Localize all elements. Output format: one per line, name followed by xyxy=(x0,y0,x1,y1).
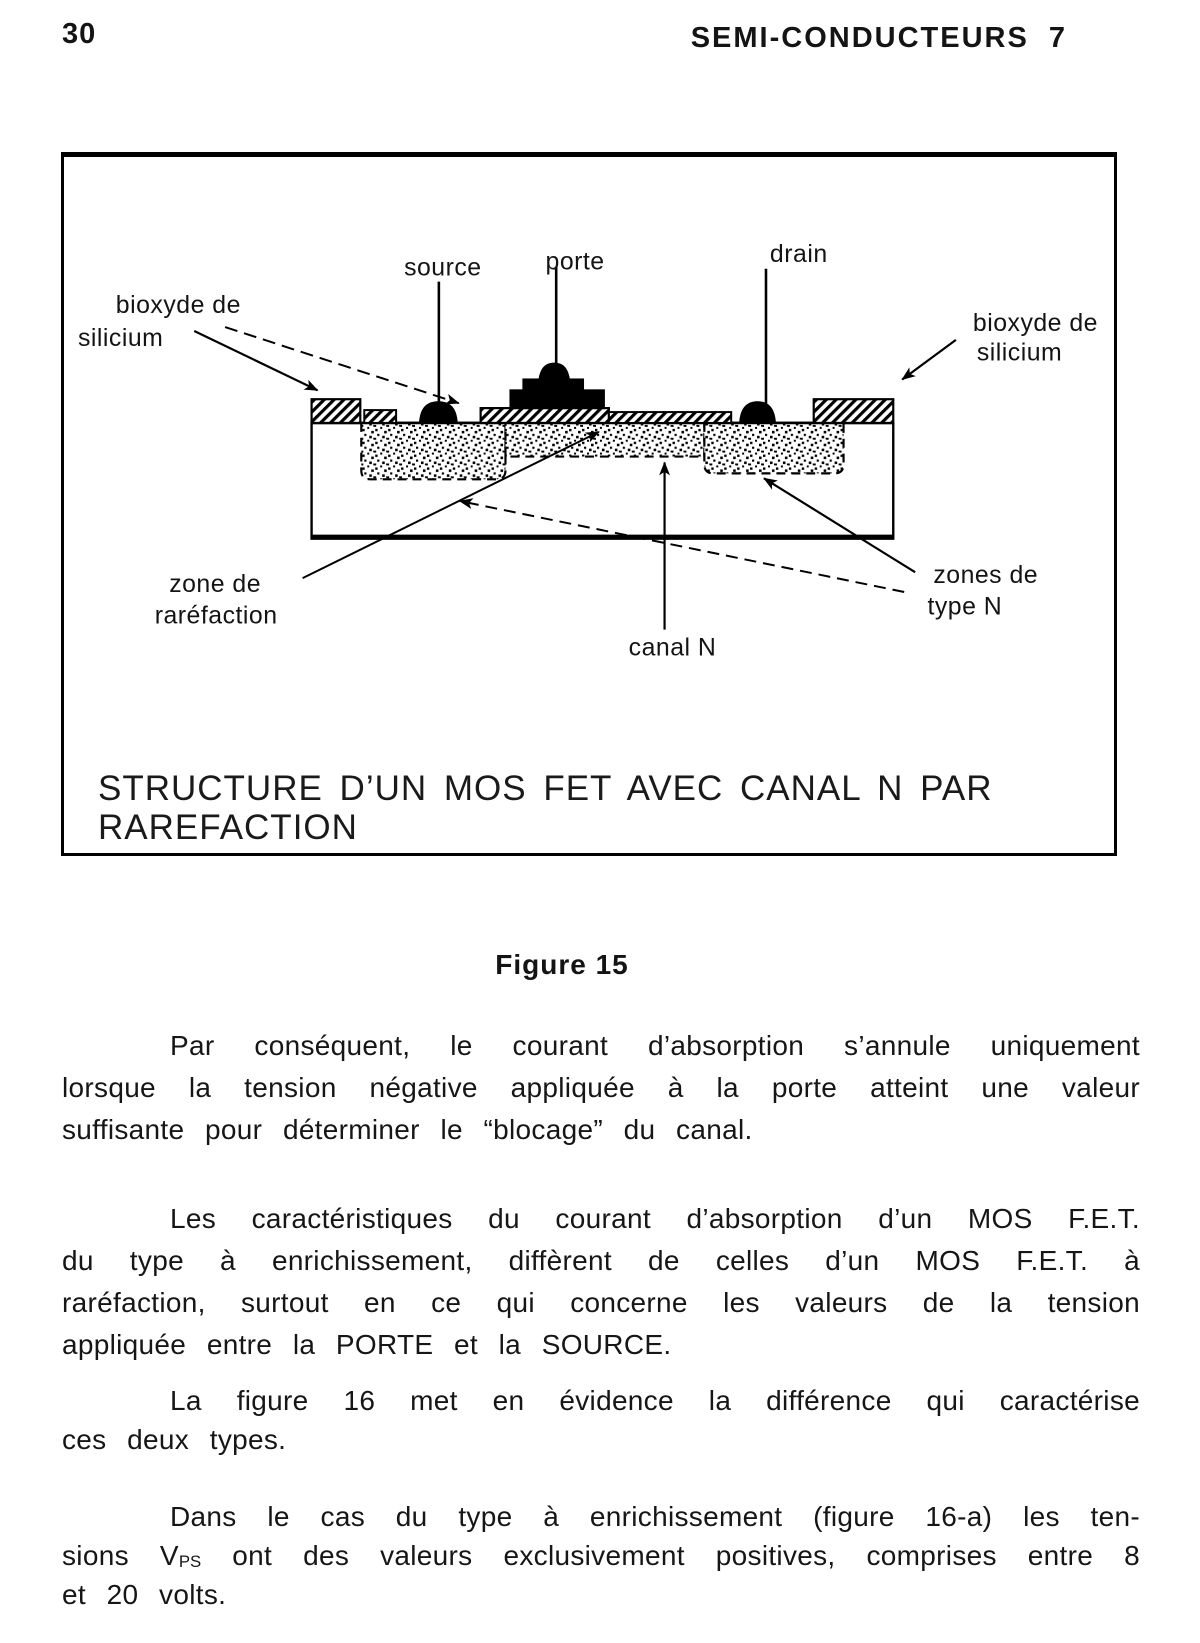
paragraph-3 xyxy=(62,1381,1140,1459)
oxide-block-left xyxy=(312,399,361,423)
channel-region xyxy=(505,423,704,457)
oxide-left-label-line1: bioxyde de xyxy=(115,292,241,320)
text-line: La figure 16 met en évidence la différence qui caractérise xyxy=(170,1385,1140,1416)
text-line: du type à enrichissement, diffèrent de celles d’un MOS F.E.T. à xyxy=(62,1245,1140,1276)
text-line: appliquée entre la PORTE et la SOURCE. xyxy=(62,1329,672,1360)
text-line-with-subscript xyxy=(62,1536,1140,1575)
paragraph-2 xyxy=(62,1198,1140,1366)
text-line: raréfaction, surtout en ce qui concerne les valeurs de la tension xyxy=(62,1287,1140,1318)
drain-contact xyxy=(739,401,776,423)
page-number: 30 xyxy=(62,18,97,50)
drain-label: drain xyxy=(769,240,828,268)
gate-oxide xyxy=(481,408,609,423)
oxide-right-label-line1: bioxyde de xyxy=(972,310,1099,337)
source-label: source xyxy=(404,254,482,282)
oxide-right-label-line2: silicium xyxy=(976,339,1063,367)
n-zone-right xyxy=(704,423,843,473)
gate-electrode xyxy=(509,363,604,409)
text-line: ces deux types. xyxy=(62,1424,287,1455)
oxide-strip-left xyxy=(364,410,396,423)
oxide-left-pointer-2 xyxy=(225,327,459,403)
oxide-right-pointer xyxy=(902,340,956,380)
paragraph-4 xyxy=(62,1497,1140,1614)
text-line: et 20 volts. xyxy=(62,1579,227,1610)
text-line: suffisante pour déterminer le “blocage” du canal. xyxy=(62,1114,753,1145)
figure-title: Figure 15 xyxy=(495,949,629,980)
depletion-label-line1: zone de xyxy=(169,571,262,598)
mosfet-diagram xyxy=(64,157,1114,853)
oxide-left-label-line2: silicium xyxy=(77,324,164,352)
text-segment: ont des valeurs exclusivement positives, comprises entre 8 xyxy=(232,1540,1140,1571)
gate-label: porte xyxy=(545,248,605,276)
channel-label: canal N xyxy=(628,634,717,662)
text-line: lorsque la tension négative appliquée à la porte atteint une valeur xyxy=(62,1072,1140,1103)
figure-frame xyxy=(61,152,1117,856)
n-zones-label-line1: zones de xyxy=(933,562,1039,590)
oxide-left-pointer-1 xyxy=(194,331,317,390)
figure-caption-line2: RAREFACTION xyxy=(98,808,358,847)
n-zone-left xyxy=(361,423,505,479)
depletion-label-line2: raréfaction xyxy=(154,602,278,630)
text-segment: sions V xyxy=(62,1540,179,1571)
text-line: Dans le cas du type à enrichissement (figure 16-a) les ten- xyxy=(170,1501,1140,1532)
vps-subscript: PS xyxy=(178,1552,202,1572)
text-line: Par conséquent, le courant d’absorption s’annule uniquement xyxy=(170,1030,1140,1061)
n-zones-label-line2: type N xyxy=(927,593,1003,621)
text-line: Les caractéristiques du courant d’absorption d’un MOS F.E.T. xyxy=(170,1203,1140,1234)
running-header: SEMI-CONDUCTEURS 7 xyxy=(690,22,1067,54)
figure-caption-line1: STRUCTURE D’UN MOS FET AVEC CANAL N PAR xyxy=(98,769,993,808)
oxide-strip-right xyxy=(609,412,731,423)
oxide-block-right xyxy=(814,399,894,423)
paragraph-1 xyxy=(62,1025,1140,1151)
